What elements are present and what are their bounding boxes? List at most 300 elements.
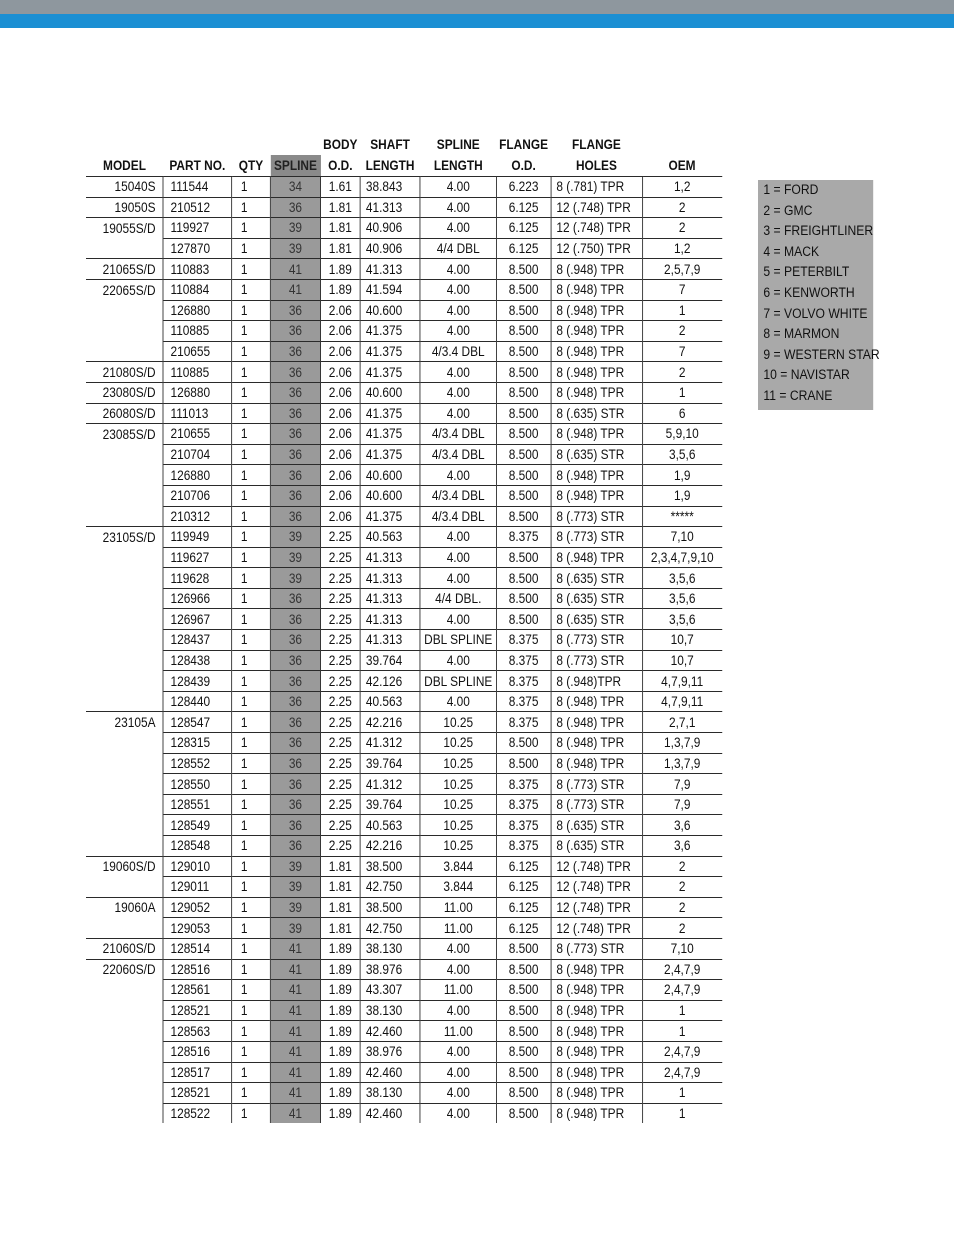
shaft-length-cell: 41.375 <box>360 444 420 465</box>
part-no-cell: 128552 <box>163 753 232 774</box>
part-no-cell: 111013 <box>163 403 232 424</box>
spline-cell: 41 <box>270 938 320 959</box>
qty-cell: 1 <box>232 218 271 239</box>
table-row <box>86 403 722 424</box>
oem-cell: ***** <box>642 506 722 527</box>
flange-holes-cell: 8 (.773) STR <box>551 774 643 795</box>
model-cell: 23105A <box>86 712 163 733</box>
model-cell <box>86 1062 163 1083</box>
spline-length-cell: 4.00 <box>420 403 497 424</box>
model-cell <box>86 918 163 939</box>
spline-cell: 41 <box>270 959 320 980</box>
body-od-cell: 1.81 <box>321 856 361 877</box>
oem-cell: 2 <box>642 197 722 218</box>
qty-cell: 1 <box>232 341 271 362</box>
model-cell <box>86 588 163 609</box>
qty-cell: 1 <box>232 547 271 568</box>
qty-cell: 1 <box>232 1021 271 1042</box>
model-cell: 21060S/D <box>86 938 163 959</box>
oem-cell: 7 <box>642 341 722 362</box>
shaft-length-cell: 42.216 <box>360 712 420 733</box>
spline-cell: 36 <box>270 774 320 795</box>
header-flange-od: O.D. <box>511 158 536 173</box>
oem-cell: 1,2 <box>642 177 722 198</box>
flange-od-cell: 8.500 <box>497 980 551 1001</box>
oem-cell: 6 <box>642 403 722 424</box>
part-no-cell: 128550 <box>163 774 232 795</box>
spline-length-cell: 4.00 <box>420 959 497 980</box>
spline-length-cell: 10.25 <box>420 753 497 774</box>
part-no-cell: 110883 <box>163 259 232 280</box>
spline-cell: 39 <box>270 547 320 568</box>
flange-holes-cell: 8 (.948) TPR <box>551 1083 643 1104</box>
flange-holes-cell: 8 (.635) STR <box>551 815 643 836</box>
table-row <box>86 218 722 239</box>
flange-od-cell: 6.125 <box>497 897 551 918</box>
header-row-bottom <box>86 155 722 177</box>
flange-holes-cell: 12 (.748) TPR <box>551 856 643 877</box>
flange-od-cell: 8.375 <box>497 836 551 857</box>
table-row <box>86 506 722 527</box>
spline-cell: 39 <box>270 238 320 259</box>
spline-length-cell: 4.00 <box>420 1103 497 1123</box>
model-cell <box>86 753 163 774</box>
part-no-cell: 128315 <box>163 733 232 754</box>
flange-od-cell: 8.500 <box>497 733 551 754</box>
flange-holes-cell: 8 (.948) TPR <box>551 465 643 486</box>
spline-cell: 36 <box>270 465 320 486</box>
body-od-cell: 1.81 <box>321 218 361 239</box>
body-od-cell: 2.25 <box>321 753 361 774</box>
part-no-cell: 128521 <box>163 1000 232 1021</box>
part-no-cell: 128440 <box>163 691 232 712</box>
oem-cell: 2,5,7,9 <box>642 259 722 280</box>
shaft-length-cell: 38.976 <box>360 959 420 980</box>
body-od-cell: 2.25 <box>321 836 361 857</box>
part-no-cell: 128437 <box>163 630 232 651</box>
shaft-length-cell: 41.313 <box>360 609 420 630</box>
spline-length-cell: 4.00 <box>420 609 497 630</box>
spline-cell: 36 <box>270 794 320 815</box>
part-no-cell: 128516 <box>163 1041 232 1062</box>
flange-od-cell: 6.125 <box>497 197 551 218</box>
part-no-cell: 110885 <box>163 321 232 342</box>
shaft-length-cell: 40.906 <box>360 218 420 239</box>
spline-cell: 36 <box>270 588 320 609</box>
qty-cell: 1 <box>232 1041 271 1062</box>
spline-cell: 36 <box>270 630 320 651</box>
flange-od-cell: 8.500 <box>497 465 551 486</box>
part-no-cell: 128548 <box>163 836 232 857</box>
qty-cell: 1 <box>232 1000 271 1021</box>
table-row <box>86 980 722 1001</box>
body-od-cell: 1.81 <box>321 877 361 898</box>
model-cell <box>86 568 163 589</box>
body-od-cell: 2.06 <box>321 362 361 383</box>
table-row <box>86 197 722 218</box>
body-od-cell: 1.61 <box>321 177 361 198</box>
spline-cell: 36 <box>270 362 320 383</box>
spline-cell: 36 <box>270 609 320 630</box>
flange-od-cell: 8.500 <box>497 424 551 445</box>
table-row <box>86 938 722 959</box>
table-row <box>86 238 722 259</box>
spline-cell: 41 <box>270 1103 320 1123</box>
table-header <box>86 134 722 177</box>
spline-length-cell: 11.00 <box>420 1021 497 1042</box>
part-no-cell: 126880 <box>163 382 232 403</box>
body-od-cell: 2.25 <box>321 774 361 795</box>
oem-cell: 1 <box>642 1000 722 1021</box>
body-od-cell: 2.25 <box>321 650 361 671</box>
body-od-cell: 2.25 <box>321 794 361 815</box>
spline-cell: 36 <box>270 197 320 218</box>
flange-od-cell: 6.125 <box>497 238 551 259</box>
spline-length-cell: 4.00 <box>420 547 497 568</box>
oem-cell: 3,5,6 <box>642 568 722 589</box>
spline-length-cell: 4.00 <box>420 1041 497 1062</box>
shaft-length-cell: 41.313 <box>360 630 420 651</box>
legend-item: 11 = CRANE <box>763 387 833 403</box>
spline-cell: 41 <box>270 980 320 1001</box>
part-no-cell: 110885 <box>163 362 232 383</box>
oem-cell: 5,9,10 <box>642 424 722 445</box>
model-cell: 23080S/D <box>86 382 163 403</box>
spline-cell: 41 <box>270 1062 320 1083</box>
flange-holes-cell: 8 (.635) STR <box>551 568 643 589</box>
model-cell <box>86 300 163 321</box>
qty-cell: 1 <box>232 753 271 774</box>
model-cell <box>86 238 163 259</box>
shaft-length-cell: 40.600 <box>360 382 420 403</box>
table-row <box>86 959 722 980</box>
legend-item: 2 = GMC <box>763 202 813 218</box>
model-cell <box>86 733 163 754</box>
flange-holes-cell: 8 (.948) TPR <box>551 1041 643 1062</box>
flange-holes-cell: 8 (.948) TPR <box>551 1000 643 1021</box>
part-no-cell: 119628 <box>163 568 232 589</box>
flange-holes-cell: 8 (.948) TPR <box>551 712 643 733</box>
shaft-length-cell: 42.750 <box>360 918 420 939</box>
table-row <box>86 877 722 898</box>
part-no-cell: 126880 <box>163 465 232 486</box>
table-row <box>86 1103 722 1123</box>
flange-holes-cell: 8 (.948) TPR <box>551 753 643 774</box>
shaft-length-cell: 41.313 <box>360 259 420 280</box>
model-cell: 22065S/D <box>86 279 163 300</box>
shaft-length-cell: 38.976 <box>360 1041 420 1062</box>
flange-holes-cell: 12 (.748) TPR <box>551 218 643 239</box>
part-no-cell: 128561 <box>163 980 232 1001</box>
shaft-length-cell: 42.126 <box>360 671 420 692</box>
header-shaft-top: SHAFT <box>370 137 410 152</box>
flange-od-cell: 8.500 <box>497 1021 551 1042</box>
flange-od-cell: 8.500 <box>497 1083 551 1104</box>
flange-od-cell: 8.375 <box>497 712 551 733</box>
spline-length-cell: 10.25 <box>420 712 497 733</box>
body-od-cell: 1.81 <box>321 918 361 939</box>
part-no-cell: 128438 <box>163 650 232 671</box>
header-spline: SPLINE <box>270 155 320 177</box>
shaft-length-cell: 42.460 <box>360 1021 420 1042</box>
shaft-length-cell: 43.307 <box>360 980 420 1001</box>
oem-cell: 2 <box>642 218 722 239</box>
model-cell <box>86 815 163 836</box>
body-od-cell: 2.06 <box>321 321 361 342</box>
model-cell <box>86 836 163 857</box>
body-od-cell: 2.06 <box>321 341 361 362</box>
flange-od-cell: 8.500 <box>497 485 551 506</box>
flange-holes-cell: 8 (.773) STR <box>551 938 643 959</box>
table-body <box>86 177 722 1124</box>
part-no-cell: 129052 <box>163 897 232 918</box>
flange-od-cell: 8.500 <box>497 1041 551 1062</box>
part-no-cell: 128563 <box>163 1021 232 1042</box>
spline-cell: 39 <box>270 568 320 589</box>
part-no-cell: 126880 <box>163 300 232 321</box>
flange-holes-cell: 8 (.948)TPR <box>551 671 643 692</box>
oem-cell: 1,3,7,9 <box>642 753 722 774</box>
flange-od-cell: 6.125 <box>497 877 551 898</box>
body-od-cell: 2.25 <box>321 527 361 548</box>
flange-holes-cell: 8 (.948) TPR <box>551 485 643 506</box>
model-cell: 23105S/D <box>86 527 163 548</box>
table-row <box>86 836 722 857</box>
flange-holes-cell: 8 (.948) TPR <box>551 1021 643 1042</box>
part-no-cell: 210512 <box>163 197 232 218</box>
oem-cell: 3,6 <box>642 815 722 836</box>
oem-cell: 7,9 <box>642 774 722 795</box>
oem-cell: 1,3,7,9 <box>642 733 722 754</box>
part-no-cell: 129010 <box>163 856 232 877</box>
qty-cell: 1 <box>232 197 271 218</box>
oem-cell: 2 <box>642 918 722 939</box>
header-part-no: PART NO. <box>169 158 226 173</box>
part-no-cell: 119949 <box>163 527 232 548</box>
qty-cell: 1 <box>232 300 271 321</box>
spline-length-cell: 3.844 <box>420 856 497 877</box>
body-od-cell: 1.89 <box>321 1021 361 1042</box>
spline-length-cell: 4.00 <box>420 300 497 321</box>
flange-od-cell: 8.500 <box>497 382 551 403</box>
shaft-length-cell: 39.764 <box>360 794 420 815</box>
part-no-cell: 128549 <box>163 815 232 836</box>
legend-item: 1 = FORD <box>763 182 819 197</box>
spline-cell: 36 <box>270 733 320 754</box>
oem-cell: 1 <box>642 1021 722 1042</box>
oem-cell: 3,5,6 <box>642 588 722 609</box>
spline-length-cell: 4.00 <box>420 691 497 712</box>
table-row <box>86 300 722 321</box>
oem-cell: 2,4,7,9 <box>642 959 722 980</box>
oem-cell: 7,9 <box>642 794 722 815</box>
spline-length-cell: 10.25 <box>420 815 497 836</box>
flange-od-cell: 6.125 <box>497 856 551 877</box>
qty-cell: 1 <box>232 321 271 342</box>
oem-cell: 2 <box>642 897 722 918</box>
qty-cell: 1 <box>232 959 271 980</box>
qty-cell: 1 <box>232 362 271 383</box>
qty-cell: 1 <box>232 897 271 918</box>
spline-length-cell: 4.00 <box>420 197 497 218</box>
model-cell: 19050S <box>86 197 163 218</box>
part-no-cell: 128514 <box>163 938 232 959</box>
model-cell <box>86 774 163 795</box>
body-od-cell: 2.25 <box>321 547 361 568</box>
spline-length-cell: 4/3.4 DBL <box>420 444 497 465</box>
spline-cell: 39 <box>270 856 320 877</box>
legend-item: 4 = MACK <box>763 243 820 259</box>
qty-cell: 1 <box>232 794 271 815</box>
part-no-cell: 210312 <box>163 506 232 527</box>
flange-holes-cell: 8 (.948) TPR <box>551 1062 643 1083</box>
flange-holes-cell: 12 (.748) TPR <box>551 897 643 918</box>
oem-cell: 7 <box>642 279 722 300</box>
spline-cell: 39 <box>270 527 320 548</box>
spline-cell: 36 <box>270 403 320 424</box>
table-row <box>86 1041 722 1062</box>
table-row <box>86 444 722 465</box>
shaft-length-cell: 38.500 <box>360 856 420 877</box>
spline-cell: 41 <box>270 1021 320 1042</box>
flange-od-cell: 8.500 <box>497 609 551 630</box>
qty-cell: 1 <box>232 259 271 280</box>
spline-length-cell: DBL SPLINE <box>420 630 497 651</box>
flange-holes-cell: 8 (.948) TPR <box>551 547 643 568</box>
flange-od-cell: 8.375 <box>497 650 551 671</box>
flange-holes-cell: 8 (.635) STR <box>551 403 643 424</box>
shaft-length-cell: 42.460 <box>360 1103 420 1123</box>
top-blue-band <box>0 14 954 28</box>
oem-cell: 1,9 <box>642 465 722 486</box>
body-od-cell: 2.25 <box>321 815 361 836</box>
part-no-cell: 129053 <box>163 918 232 939</box>
legend-item: 10 = NAVISTAR <box>763 367 850 383</box>
oem-cell: 2,3,4,7,9,10 <box>642 547 722 568</box>
flange-od-cell: 8.500 <box>497 1103 551 1123</box>
flange-holes-cell: 8 (.948) TPR <box>551 279 643 300</box>
flange-holes-cell: 12 (.750) TPR <box>551 238 643 259</box>
header-flange-holes-top: FLANGE <box>571 137 621 152</box>
body-od-cell: 1.89 <box>321 1000 361 1021</box>
body-od-cell: 1.89 <box>321 1103 361 1123</box>
flange-holes-cell: 8 (.773) STR <box>551 527 643 548</box>
model-cell: 22060S/D <box>86 959 163 980</box>
table-row <box>86 650 722 671</box>
flange-od-cell: 8.500 <box>497 568 551 589</box>
spline-length-cell: 4.00 <box>420 259 497 280</box>
flange-od-cell: 8.500 <box>497 588 551 609</box>
spline-cell: 36 <box>270 424 320 445</box>
body-od-cell: 1.89 <box>321 938 361 959</box>
flange-holes-cell: 8 (.635) STR <box>551 836 643 857</box>
spline-length-cell: 4/3.4 DBL <box>420 506 497 527</box>
part-no-cell: 128517 <box>163 1062 232 1083</box>
shaft-length-cell: 38.130 <box>360 1000 420 1021</box>
table-row <box>86 568 722 589</box>
flange-holes-cell: 8 (.948) TPR <box>551 300 643 321</box>
legend-item: 7 = VOLVO WHITE <box>763 305 868 321</box>
oem-cell: 2 <box>642 856 722 877</box>
model-cell <box>86 547 163 568</box>
part-no-cell: 210655 <box>163 341 232 362</box>
qty-cell: 1 <box>232 856 271 877</box>
flange-holes-cell: 8 (.773) STR <box>551 794 643 815</box>
oem-cell: 3,6 <box>642 836 722 857</box>
shaft-length-cell: 40.600 <box>360 465 420 486</box>
table-row <box>86 424 722 445</box>
model-cell <box>86 650 163 671</box>
shaft-length-cell: 41.313 <box>360 547 420 568</box>
qty-cell: 1 <box>232 588 271 609</box>
spline-length-cell: 4.00 <box>420 568 497 589</box>
flange-holes-cell: 8 (.773) STR <box>551 506 643 527</box>
oem-cell: 2,7,1 <box>642 712 722 733</box>
model-cell <box>86 485 163 506</box>
part-no-cell: 126967 <box>163 609 232 630</box>
oem-cell: 4,7,9,11 <box>642 671 722 692</box>
spline-length-cell: 3.844 <box>420 877 497 898</box>
spline-cell: 41 <box>270 279 320 300</box>
flange-holes-cell: 8 (.948) TPR <box>551 321 643 342</box>
shaft-length-cell: 41.312 <box>360 774 420 795</box>
flange-od-cell: 8.500 <box>497 321 551 342</box>
spline-cell: 36 <box>270 300 320 321</box>
flange-od-cell: 8.375 <box>497 671 551 692</box>
model-cell: 19055S/D <box>86 218 163 239</box>
table-row <box>86 897 722 918</box>
qty-cell: 1 <box>232 650 271 671</box>
flange-od-cell: 8.500 <box>497 259 551 280</box>
spline-length-cell: 11.00 <box>420 918 497 939</box>
qty-cell: 1 <box>232 836 271 857</box>
header-spline-top <box>270 134 320 155</box>
oem-cell: 7,10 <box>642 527 722 548</box>
spline-length-cell: 10.25 <box>420 794 497 815</box>
flange-holes-cell: 8 (.948) TPR <box>551 382 643 403</box>
shaft-length-cell: 38.130 <box>360 938 420 959</box>
oem-cell: 3,5,6 <box>642 609 722 630</box>
header-row-top <box>86 134 722 155</box>
flange-od-cell: 8.375 <box>497 815 551 836</box>
spline-cell: 36 <box>270 836 320 857</box>
part-no-cell: 210706 <box>163 485 232 506</box>
model-cell <box>86 630 163 651</box>
flange-od-cell: 6.125 <box>497 918 551 939</box>
spline-length-cell: 4.00 <box>420 279 497 300</box>
body-od-cell: 1.81 <box>321 897 361 918</box>
body-od-cell: 2.25 <box>321 691 361 712</box>
shaft-length-cell: 39.764 <box>360 650 420 671</box>
qty-cell: 1 <box>232 630 271 651</box>
table-row <box>86 815 722 836</box>
qty-cell: 1 <box>232 403 271 424</box>
part-no-cell: 110884 <box>163 279 232 300</box>
spline-length-cell: 4.00 <box>420 1062 497 1083</box>
flange-od-cell: 8.375 <box>497 794 551 815</box>
header-flange-od-top: FLANGE <box>499 137 549 152</box>
flange-od-cell: 8.375 <box>497 630 551 651</box>
flange-holes-cell: 12 (.748) TPR <box>551 877 643 898</box>
model-cell <box>86 1103 163 1123</box>
flange-od-cell: 8.500 <box>497 753 551 774</box>
spline-length-cell: 4.00 <box>420 1083 497 1104</box>
shaft-length-cell: 41.375 <box>360 506 420 527</box>
shaft-length-cell: 41.375 <box>360 321 420 342</box>
shaft-length-cell: 38.843 <box>360 177 420 198</box>
qty-cell: 1 <box>232 671 271 692</box>
spline-cell: 41 <box>270 1083 320 1104</box>
